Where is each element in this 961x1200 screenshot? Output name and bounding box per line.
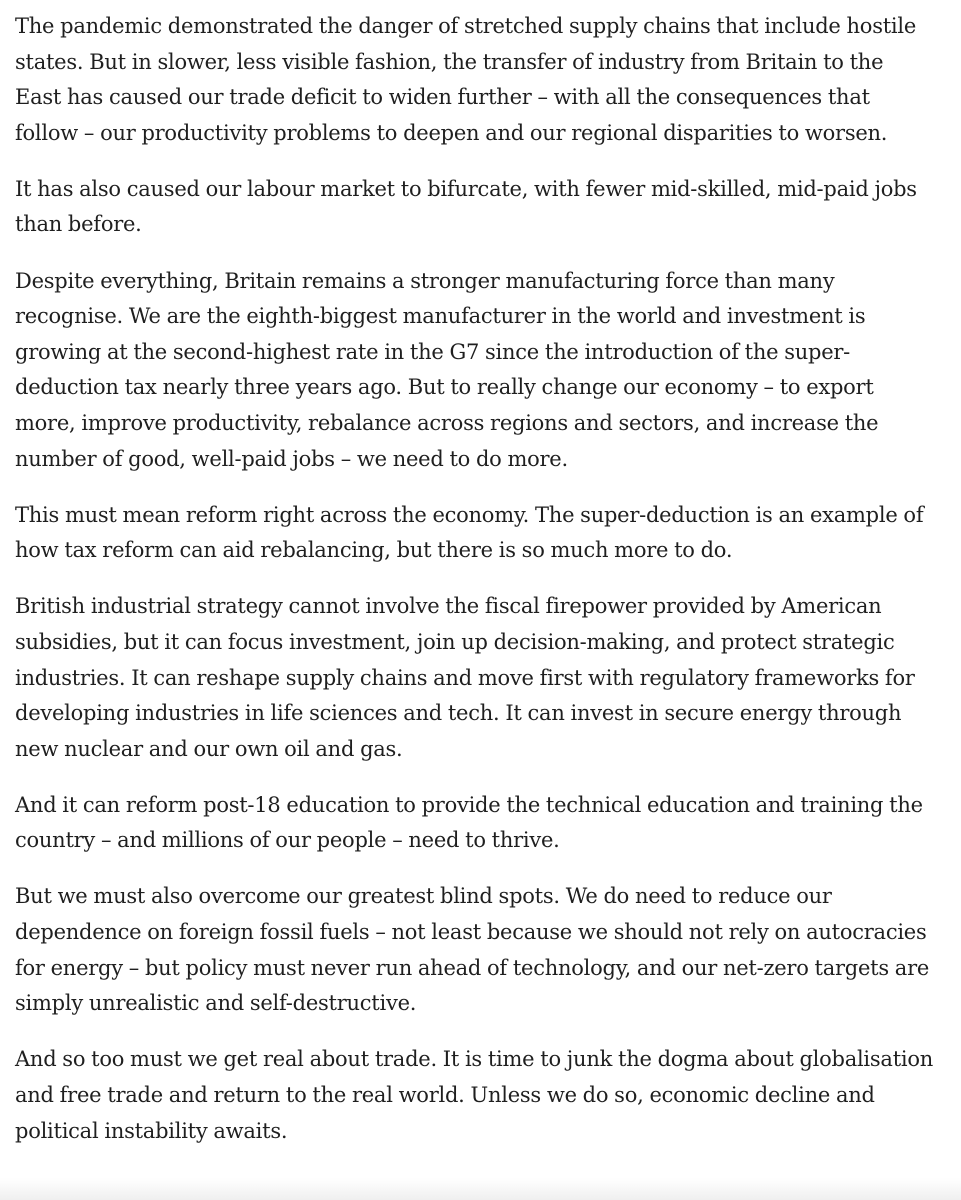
article-paragraph: Despite everything, Britain remains a stronger manufacturing force than many recognise. We are the eighth-biggest manufacturer in the world and investment is growing at the second-highest rate in the G7 since the introduction of the super-deduction tax nearly three years ago. But to really change our economy – to export more, improve productivity, rebalance across regions and sectors, and increase the number of good, well-paid jobs – we need to do more. xyxy=(15,268,879,471)
bottom-fade xyxy=(0,1178,961,1200)
article-paragraph: This must mean reform right across the economy. The super-deduction is an example of how tax reform can aid rebalancing, but there is so much more to do. xyxy=(15,502,924,563)
article-paragraph: And so too must we get real about trade. It is time to junk the dogma about globalisation and free trade and return to the real world. Unless we do so, economic decline and political instability awaits. xyxy=(15,1047,934,1143)
article-paragraph: But we must also overcome our greatest blind spots. We do need to reduce our dependence on foreign fossil fuels – not least because we should not rely on autocracies for energy – but policy must never run ahead of technology, and our net-zero targets are simply unrealistic and self-destructive. xyxy=(15,884,930,1016)
article-paragraph: The pandemic demonstrated the danger of stretched supply chains that include hostile states. But in slower, less visible fashion, the transfer of industry from Britain to the East has caused our trade deficit to widen further – with all the consequences that follow – our productivity problems to deepen and our regional disparities to worsen. xyxy=(15,14,917,145)
article-paragraph: And it can reform post-18 education to provide the technical education and training the country – and millions of our people – need to thrive. xyxy=(15,792,923,853)
article-body xyxy=(15,9,935,1170)
article-paragraph: British industrial strategy cannot involve the fiscal firepower provided by American subsidies, but it can focus investment, join up decision-making, and protect strategic industries. It can reshape supply chains and move first with regulatory frameworks for developing industries in life sciences and tech. It can invest in secure energy through new nuclear and our own oil and gas. xyxy=(15,594,915,761)
article-paragraph: It has also caused our labour market to bifurcate, with fewer mid-skilled, mid-paid jobs than before. xyxy=(15,176,917,237)
